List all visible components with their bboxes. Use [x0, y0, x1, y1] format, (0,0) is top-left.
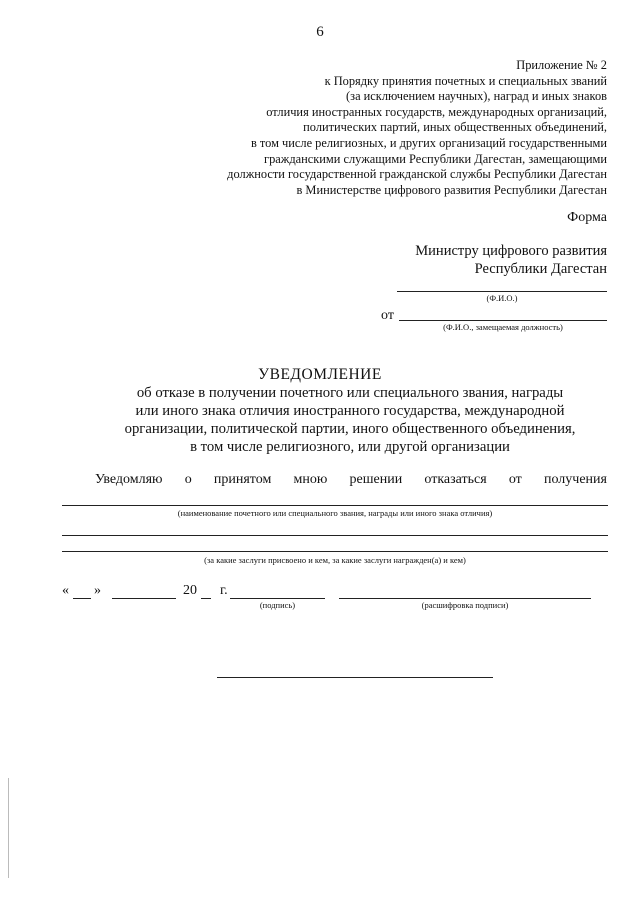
- decoding-caption: (расшифровка подписи): [421, 600, 509, 610]
- notify-word: получения: [543, 472, 607, 487]
- merits-caption: (за какие заслуги присвоено и кем, за какие заслуги награжден(а) и кем): [204, 555, 466, 565]
- appendix-line: должности государственной гражданской службы Республики Дагестан: [227, 167, 607, 182]
- subtitle-line: или иного знака отличия иностранного государства, международной: [135, 403, 565, 419]
- recipient-line: Министру цифрового развития: [415, 243, 607, 259]
- closing-separator: [217, 677, 493, 678]
- appendix-line: в Министерстве цифрового развития Республики Дагестан: [296, 182, 607, 197]
- notice-title: УВЕДОМЛЕНИЕ: [258, 366, 382, 383]
- quote-open: «: [62, 583, 69, 598]
- appendix-header: [167, 58, 607, 198]
- day-field[interactable]: [73, 584, 91, 599]
- appendix-line: в том числе религиозных, и других организаций государственными: [250, 135, 607, 150]
- appendix-line: гражданскими служащими Республики Дагестан, замещающими: [263, 151, 607, 166]
- appendix-line: (за исключением научных), наград и иных знаков: [346, 89, 607, 104]
- appendix-line: отличия иностранных государств, международных организаций,: [266, 104, 607, 119]
- year-prefix: 20: [183, 583, 197, 598]
- subtitle-line: организации, политической партии, иного общественного объединения,: [124, 421, 576, 437]
- date-signature-row: [62, 583, 228, 599]
- fio-caption: (Ф.И.О.): [486, 293, 518, 303]
- decoding-line[interactable]: [339, 598, 591, 599]
- signature-caption: (подпись): [259, 600, 296, 610]
- award-name-line-2[interactable]: [62, 535, 608, 536]
- notice-subtitle: [60, 384, 640, 456]
- notify-word: Уведомляю: [95, 472, 163, 487]
- notify-word: мною: [293, 472, 328, 487]
- month-field[interactable]: [112, 584, 176, 599]
- award-name-caption: (наименование почетного или специального звания, награды или иного знака отличия): [177, 508, 493, 518]
- quote-close: »: [94, 583, 101, 598]
- notify-word: принятом: [213, 472, 272, 487]
- recipient-line: Республики Дагестан: [474, 260, 607, 277]
- page-number: 6: [316, 24, 324, 40]
- form-label: Форма: [567, 210, 607, 225]
- notify-word: отказаться: [424, 472, 487, 487]
- notify-word: решении: [349, 472, 403, 487]
- award-name-line[interactable]: [62, 505, 608, 506]
- from-label: от: [381, 308, 394, 323]
- fio-field-line[interactable]: [397, 291, 607, 292]
- from-field-line[interactable]: [399, 320, 607, 321]
- merits-line[interactable]: [62, 551, 608, 552]
- appendix-line: политических партий, иных общественных объединений,: [303, 120, 607, 135]
- subtitle-line: в том числе религиозного, или другой организации: [190, 439, 510, 455]
- notify-word: от: [508, 472, 522, 487]
- year-field[interactable]: [201, 584, 211, 599]
- scan-margin-mark: [8, 778, 9, 878]
- from-caption: (Ф.И.О., замещаемая должность): [443, 322, 563, 332]
- signature-line[interactable]: [230, 598, 325, 599]
- appendix-line: к Порядку принятия почетных и специальных званий: [324, 73, 607, 88]
- recipient-block: [415, 243, 607, 278]
- notify-word: о: [184, 472, 192, 487]
- year-suffix: г.: [220, 583, 228, 598]
- subtitle-line: об отказе в получении почетного или специального звания, награды: [136, 385, 564, 401]
- appendix-line: Приложение № 2: [516, 58, 607, 72]
- notify-sentence: [95, 472, 607, 488]
